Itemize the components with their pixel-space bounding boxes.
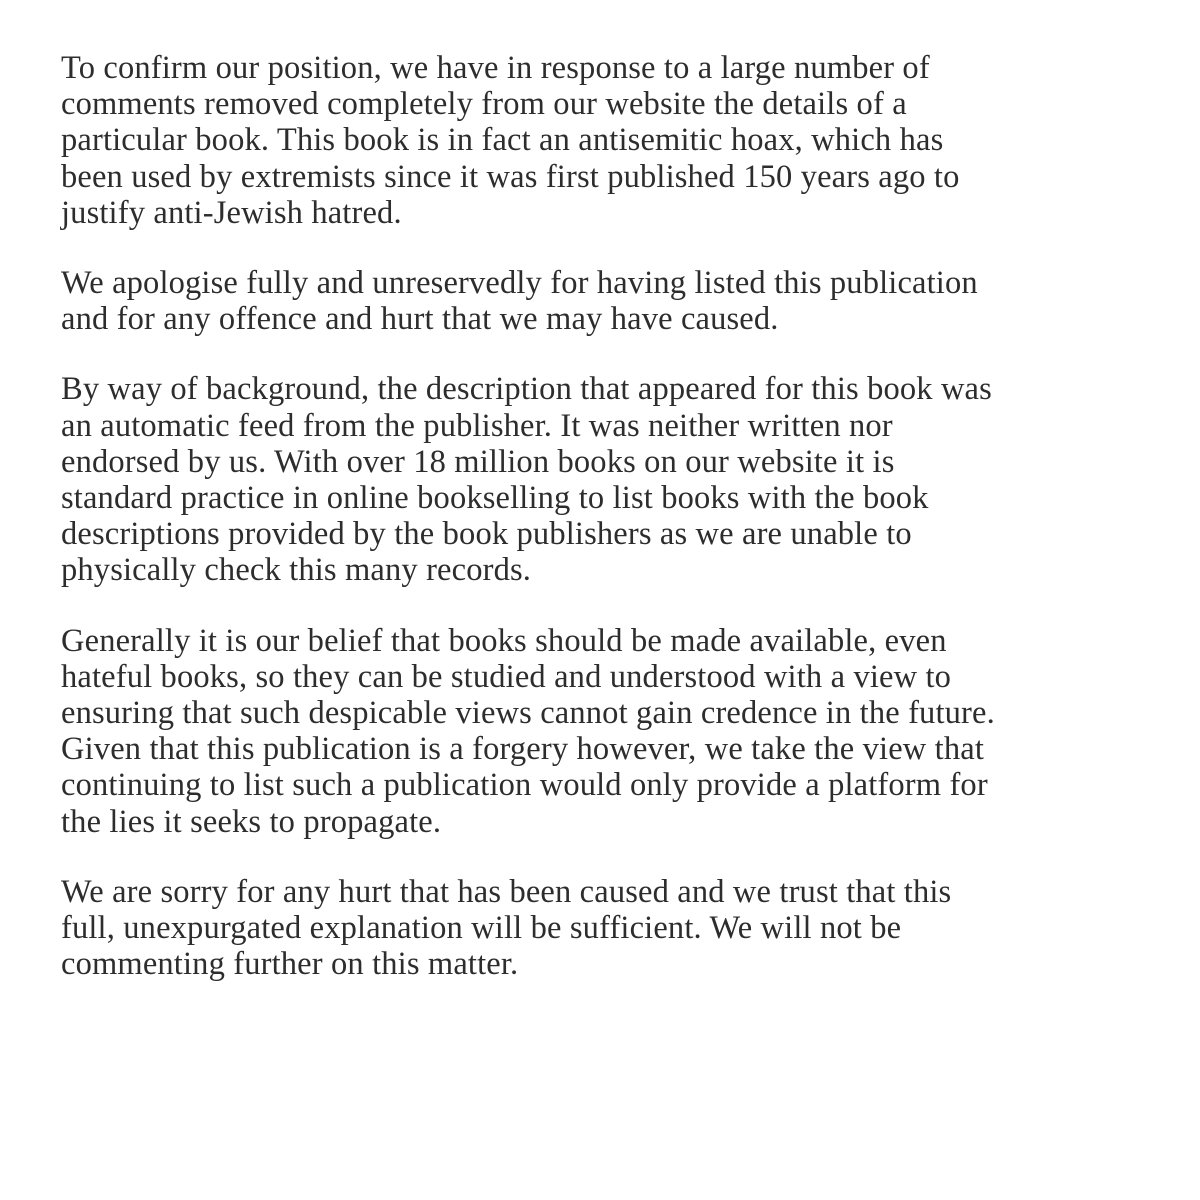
paragraph-line: commenting further on this matter.: [61, 946, 519, 983]
paragraph-line: the lies it seeks to propagate.: [61, 803, 442, 840]
paragraph-line: descriptions provided by the book publishers as we are unable to: [61, 516, 912, 553]
paragraph-line: ensuring that such despicable views cannot gain credence in the future.: [61, 695, 995, 732]
paragraph-line: hateful books, so they can be studied and understood with a view to: [61, 658, 952, 695]
paragraph-line: Given that this publication is a forgery however, we take the view that: [61, 731, 984, 768]
paragraph-line: standard practice in online bookselling to list books with the book: [61, 480, 929, 517]
paragraph-line: We are sorry for any hurt that has been caused and we trust that this: [61, 873, 952, 910]
paragraph-line: By way of background, the description that appeared for this book was: [61, 371, 992, 408]
paragraph-line: continuing to list such a publication would only provide a platform for: [61, 767, 988, 804]
paragraph-line: endorsed by us. With over 18 million books on our website it is: [61, 443, 895, 480]
paragraph-line: and for any offence and hurt that we may have caused.: [61, 301, 779, 338]
paragraph-position: [61, 50, 1140, 231]
paragraph-belief: [61, 623, 1140, 840]
paragraph-line: We apologise fully and unreservedly for having listed this publication: [61, 265, 978, 302]
paragraph-closing: [61, 874, 1140, 983]
paragraph-line: been used by extremists since it was first published 150 years ago to: [61, 158, 960, 195]
paragraph-line: justify anti-Jewish hatred.: [61, 194, 402, 231]
paragraph-line: an automatic feed from the publisher. It was neither written nor: [61, 407, 893, 444]
paragraph-background: [61, 371, 1140, 588]
paragraph-line: particular book. This book is in fact an antisemitic hoax, which has: [61, 122, 944, 159]
paragraph-line: comments removed completely from our website the details of a: [61, 86, 907, 123]
paragraph-line: physically check this many records.: [61, 552, 532, 589]
paragraph-line: Generally it is our belief that books should be made available, even: [61, 622, 947, 659]
paragraph-apology: [61, 265, 1140, 337]
paragraph-line: full, unexpurgated explanation will be sufficient. We will not be: [61, 910, 902, 947]
paragraph-line: To confirm our position, we have in response to a large number of: [61, 50, 930, 86]
